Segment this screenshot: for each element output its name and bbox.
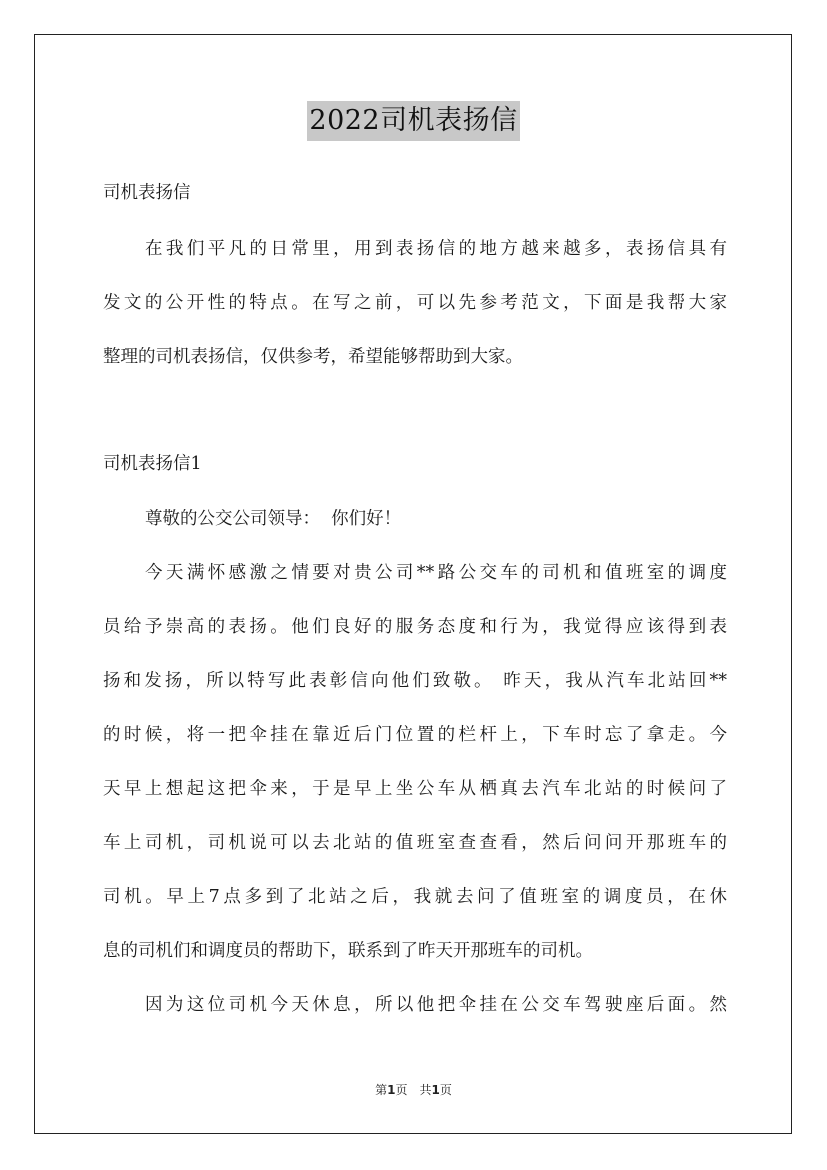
- paragraph1-line-4: 的时候，将一把伞挂在靠近后门位置的栏杆上，下车时忘了拿走。今: [103, 725, 727, 745]
- document-title: 2022司机表扬信: [307, 101, 519, 141]
- paragraph1-line-2: 员给予崇高的表扬。他们良好的服务态度和行为，我觉得应该得到表: [103, 617, 727, 637]
- paragraph1-line-6: 车上司机，司机说可以去北站的值班室查查看，然后问问开那班车的: [103, 833, 727, 853]
- salutation: 尊敬的公交公司领导： 你们好！: [145, 509, 402, 529]
- title-container: [0, 101, 827, 141]
- letter-heading: 司机表扬信1: [103, 454, 202, 474]
- page-number-label: 第1页: [375, 1083, 408, 1097]
- paragraph1-line-5: 天早上想起这把伞来，于是早上坐公车从栖真去汽车北站的时候问了: [103, 779, 727, 799]
- paragraph1-line-8: 息的司机们和调度员的帮助下，联系到了昨天开那班车的司机。: [103, 941, 593, 961]
- intro-line-2: 发文的公开性的特点。在写之前，可以先参考范文，下面是我帮大家: [103, 293, 727, 313]
- section-heading: 司机表扬信: [103, 183, 191, 203]
- paragraph1-line-7: 司机。早上7点多到了北站之后，我就去问了值班室的调度员，在休: [103, 887, 727, 907]
- intro-line-1: 在我们平凡的日常里，用到表扬信的地方越来越多，表扬信具有: [145, 239, 727, 259]
- paragraph1-line-1: 今天满怀感激之情要对贵公司**路公交车的司机和值班室的调度: [145, 563, 727, 583]
- paragraph2-line-1: 因为这位司机今天休息，所以他把伞挂在公交车驾驶座后面。然: [145, 995, 727, 1015]
- intro-line-3: 整理的司机表扬信，仅供参考，希望能够帮助到大家。: [103, 347, 523, 367]
- page-footer: [0, 1082, 827, 1098]
- page-total-label: 共1页: [419, 1083, 452, 1097]
- paragraph1-line-3: 扬和发扬，所以特写此表彰信向他们致敬。 昨天，我从汽车北站回**: [103, 671, 727, 691]
